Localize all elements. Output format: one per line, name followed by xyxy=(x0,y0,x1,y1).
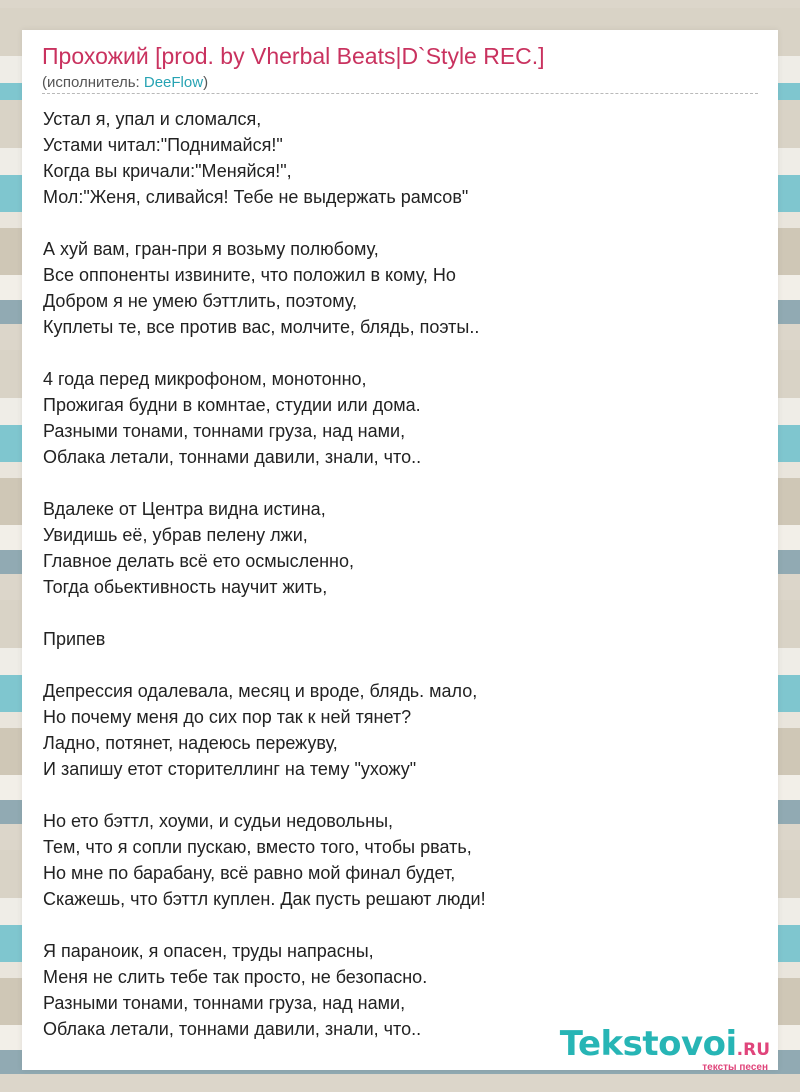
lyric-line: Устал я, упал и сломался, xyxy=(43,109,262,129)
logo-tld: .RU xyxy=(736,1040,770,1060)
lyric-line: Облака летали, тоннами давили, знали, что.. xyxy=(43,1019,422,1039)
stanza-gap xyxy=(43,600,753,626)
artist-line xyxy=(42,74,208,91)
lyric-line: Припев xyxy=(43,629,106,649)
lyric-line: Главное делать всё ето осмысленно, xyxy=(43,551,355,571)
logo-brand xyxy=(560,1024,770,1064)
lyric-line: Когда вы кричали:"Меняйся!", xyxy=(43,161,292,181)
lyric-line: И запишу етот сторителлинг на тему "ухожу" xyxy=(43,759,417,779)
stanza-gap xyxy=(43,782,753,808)
lyric-line: Увидишь её, убрав пелену лжи, xyxy=(43,525,308,545)
lyric-line: Но мне по барабану, всё равно мой финал будет, xyxy=(43,863,456,883)
lyric-line: Тогда обьективность научит жить, xyxy=(43,577,328,597)
lyric-line: Мол:"Женя, сливайся! Тебе не выдержать рамсов" xyxy=(43,187,469,207)
header-divider xyxy=(42,93,758,94)
lyrics-text xyxy=(43,106,753,1042)
artist-link[interactable]: DeeFlow xyxy=(143,74,204,91)
artist-suffix: ) xyxy=(203,74,209,91)
lyric-line: Ладно, потянет, надеюсь пережуву, xyxy=(43,733,338,753)
site-logo[interactable] xyxy=(559,1024,770,1073)
lyric-line: Тем, что я сопли пускаю, вместо того, чтобы рвать, xyxy=(43,837,472,857)
lyric-line: Меня не слить тебе так просто, не безопасно. xyxy=(43,967,428,987)
lyric-line: Вдалеке от Центра видна истина, xyxy=(43,499,326,519)
stanza-gap xyxy=(43,912,753,938)
lyric-line: Добром я не умею бэттлить, поэтому, xyxy=(43,291,358,311)
lyric-line: Депрессия одалевала, месяц и вроде, блядь. мало, xyxy=(43,681,478,701)
lyric-line: Устами читал:"Поднимайся!" xyxy=(43,135,283,155)
lyric-line: А хуй вам, гран-при я возьму полюбому, xyxy=(43,239,379,259)
stanza-gap xyxy=(43,210,753,236)
lyric-line: Прожигая будни в комнтае, студии или дома. xyxy=(43,395,421,415)
logo-brand-name: Tekstovoi xyxy=(559,1024,737,1064)
lyric-line: Разными тонами, тоннами груза, над нами, xyxy=(43,993,406,1013)
stanza-gap xyxy=(43,470,753,496)
stanza-gap xyxy=(43,652,753,678)
lyric-line: Но почему меня до сих пор так к ней тянет? xyxy=(43,707,412,727)
lyric-line: Я параноик, я опасен, труды напрасны, xyxy=(43,941,374,961)
lyric-line: Облака летали, тоннами давили, знали, что.. xyxy=(43,447,422,467)
artist-prefix: (исполнитель: xyxy=(42,74,144,91)
lyric-line: Но ето бэттл, хоуми, и судьи недовольны, xyxy=(43,811,394,831)
song-title: Прохожий [prod. by Vherbal Beats|D`Style REC.] xyxy=(42,43,545,69)
stanza-gap xyxy=(43,340,753,366)
lyric-line: Скажешь, что бэттл куплен. Дак пусть решают люди! xyxy=(43,889,486,909)
lyric-line: Куплеты те, все против вас, молчите, блядь, поэты.. xyxy=(43,317,480,337)
lyric-line: 4 года перед микрофоном, монотонно, xyxy=(43,369,367,389)
lyric-line: Разными тонами, тоннами груза, над нами, xyxy=(43,421,406,441)
logo-tagline: тексты песен xyxy=(702,1062,768,1073)
lyric-line: Все оппоненты извините, что положил в кому, Но xyxy=(43,265,456,285)
